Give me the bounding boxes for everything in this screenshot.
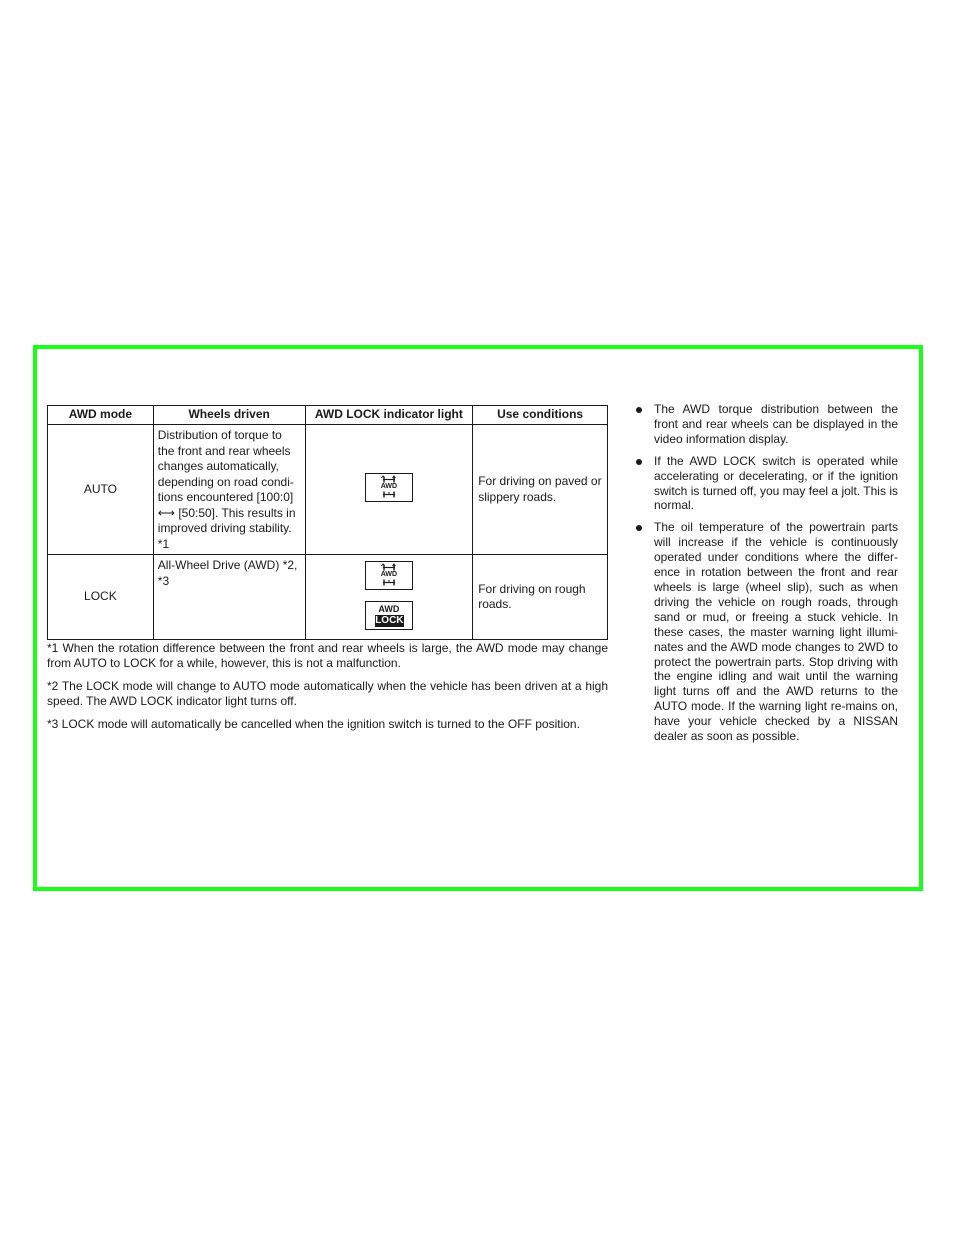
bullet-text: The oil temperature of the powertrain parts will increase if the vehicle is continuously operated under conditions where the differ-ence in rotation between the front and rear wheels is large (wheel slip), such as when driving the vehicle on rough roads, through sand or mud, or freeing a stuck vehicle. In these cases, the master warning light illumi-nates and the AWD mode changes to 2WD to protect the powertrain parts. Stop driving with the engine idling and wait until the warning light turns off and the AWD returns to the AUTO mode. If the warning light re-mains on, have your vehicle checked by a NISSAN dealer as soon as possible. xyxy=(654,520,898,744)
header-use-conditions: Use conditions xyxy=(473,406,608,425)
footnote-3: *3 LOCK mode will automatically be cancelled when the ignition switch is turned to the OFF position. xyxy=(47,717,580,731)
awd-indicator-label: AWD xyxy=(380,571,398,578)
list-item xyxy=(636,520,898,744)
header-indicator-light: AWD LOCK indicator light xyxy=(305,406,473,425)
cell-mode-lock: LOCK xyxy=(48,555,154,640)
awd-indicator-label: AWD xyxy=(380,482,398,490)
awd-indicator-icon xyxy=(365,473,413,502)
list-item xyxy=(636,402,898,447)
list-item xyxy=(636,454,898,514)
cell-wheels-lock: All-Wheel Drive (AWD) *2, *3 xyxy=(153,555,305,640)
table-row-auto xyxy=(48,425,608,555)
bullet-text: If the AWD LOCK switch is operated while accelerating or decelerating, or if the ignition switch is turned off, you may feel a jolt. This is normal. xyxy=(654,453,898,513)
awd-lock-indicator-lock-label: LOCK xyxy=(375,614,404,626)
table-row-lock xyxy=(48,555,608,640)
cell-use-auto: For driving on paved or slippery roads. xyxy=(473,425,608,555)
cell-mode-auto: AUTO xyxy=(48,425,154,555)
cell-use-lock: For driving on rough roads. xyxy=(473,555,608,640)
footnote-1: *1 When the rotation difference between the front and rear wheels is large, the AWD mode may change from AUTO to LOCK for a while, however, this is not a malfunction. xyxy=(47,641,608,670)
header-wheels-driven: Wheels driven xyxy=(153,406,305,425)
bullet-icon xyxy=(636,525,642,531)
awd-lock-indicator-awd-label: AWD xyxy=(378,603,400,614)
table-header-row xyxy=(48,406,608,425)
bullet-icon xyxy=(636,407,642,413)
bullet-text: The AWD torque distribution between the front and rear wheels can be displayed in the video information display. xyxy=(654,402,898,446)
awd-mode-table xyxy=(47,405,608,640)
cell-light-lock xyxy=(305,555,473,640)
header-awd-mode: AWD mode xyxy=(48,406,154,425)
cell-wheels-auto: Distribution of torque to the front and rear wheels changes automatically, depending on road condi-tions encountered [100:0] ⟷ [50:50]. This results in improved driving stability. *1 xyxy=(153,425,305,555)
bullet-icon xyxy=(636,459,642,465)
footnote-2: *2 The LOCK mode will change to AUTO mode automatically when the vehicle has been driven at a high speed. The AWD LOCK indicator light turns off. xyxy=(47,679,608,708)
awd-lock-indicator-icon xyxy=(365,601,413,630)
cell-light-auto xyxy=(305,425,473,555)
footnotes xyxy=(47,641,608,740)
bullet-list xyxy=(636,402,898,751)
awd-indicator-icon xyxy=(365,561,413,590)
